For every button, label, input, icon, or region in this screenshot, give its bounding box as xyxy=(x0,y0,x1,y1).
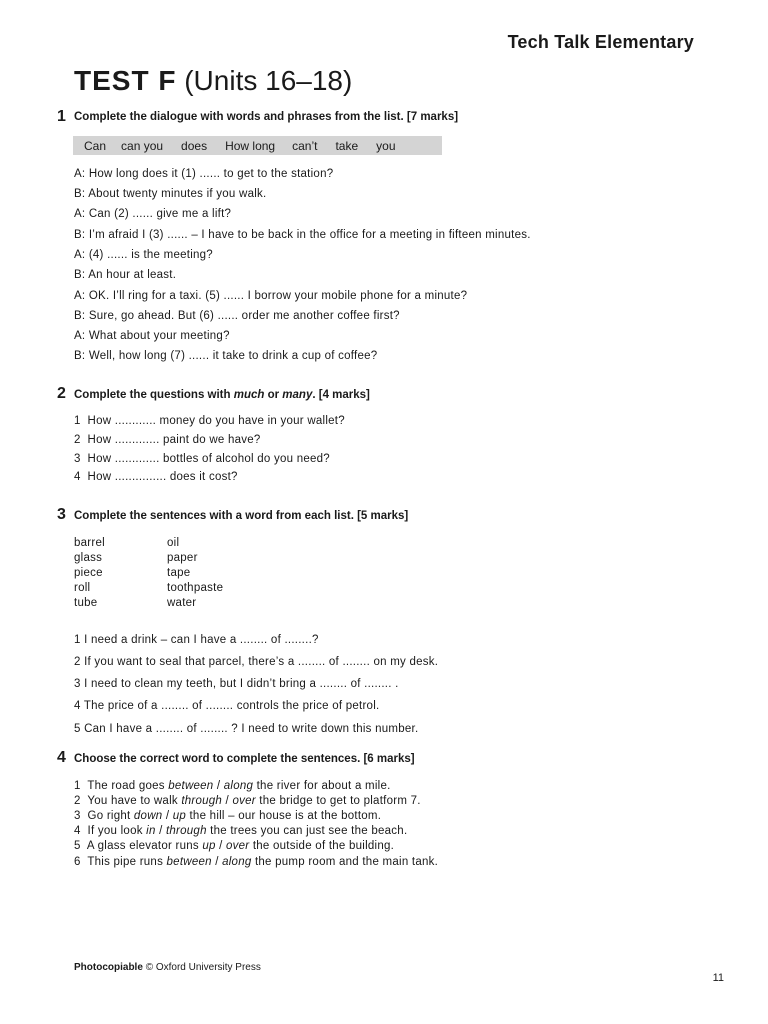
question-item xyxy=(74,471,238,483)
word-box-item: take xyxy=(335,138,359,153)
speaker: B: xyxy=(74,310,86,322)
item-number: 1 xyxy=(74,415,81,427)
dialogue-text: Well, how long (7) ...... it take to drink a cup of coffee? xyxy=(88,350,378,362)
dialogue-line xyxy=(74,330,230,342)
sentence-item: 1 I need a drink – can I have a ........ of ........? xyxy=(74,634,319,646)
speaker: B: xyxy=(74,229,86,241)
question-4-number: 4 xyxy=(57,749,66,766)
option-word: over xyxy=(226,840,250,852)
dialogue-text: Sure, go ahead. But (6) ...... order me another coffee first? xyxy=(88,310,400,322)
question-2-instruction xyxy=(74,389,370,401)
sentence-item: 4 The price of a ........ of ........ controls the price of petrol. xyxy=(74,700,380,712)
question-item xyxy=(74,453,330,465)
speaker: B: xyxy=(74,350,86,362)
list-item: tape xyxy=(167,567,191,579)
item-text: the hill – our house is at the bottom. xyxy=(186,810,382,822)
item-text: This pipe runs xyxy=(87,856,167,868)
much-word: much xyxy=(233,389,265,401)
dialogue-text: OK. I’ll ring for a taxi. (5) ...... I borrow your mobile phone for a minute? xyxy=(88,290,468,302)
dialogue-text: What about your meeting? xyxy=(88,330,230,342)
many-word: many xyxy=(282,389,313,401)
word-box-item: can’t xyxy=(292,138,318,153)
option-word: over xyxy=(232,795,256,807)
item-text: the pump room and the main tank. xyxy=(251,856,439,868)
dialogue-text: Can (2) ...... give me a lift? xyxy=(88,208,232,220)
option-word: in xyxy=(146,825,156,837)
separator: / xyxy=(211,856,223,868)
item-number: 6 xyxy=(74,856,81,868)
item-number: 4 xyxy=(74,471,81,483)
sentence-item: 3 I need to clean my teeth, but I didn’t bring a ........ of ........ . xyxy=(74,678,399,690)
word-box-item: How long xyxy=(225,138,276,153)
choice-item xyxy=(74,795,421,807)
choice-item xyxy=(74,780,391,792)
dialogue-line xyxy=(74,188,266,200)
publisher-credit: © Oxford University Press xyxy=(145,962,261,973)
list-item: barrel xyxy=(74,537,105,549)
choice-item xyxy=(74,840,394,852)
page-title xyxy=(74,64,352,98)
choice-item xyxy=(74,810,381,822)
word-box xyxy=(73,136,442,155)
word-list-a xyxy=(74,537,105,612)
sentence-item: 5 Can I have a ........ of ........ ? I need to write down this number. xyxy=(74,723,419,735)
item-text: the outside of the building. xyxy=(249,840,395,852)
dialogue-line xyxy=(74,208,231,220)
option-word: along xyxy=(222,856,252,868)
item-text: How ............. paint do we have? xyxy=(87,434,261,446)
item-number: 1 xyxy=(74,780,81,792)
item-number: 5 xyxy=(74,840,81,852)
list-item: paper xyxy=(167,552,198,564)
question-1-number: 1 xyxy=(57,108,66,125)
units-label: (Units 16–18) xyxy=(184,65,353,96)
item-number: 2 xyxy=(74,795,81,807)
word-box-item: you xyxy=(376,138,396,153)
instruction-text: Complete the questions with xyxy=(74,389,234,401)
item-number: 3 xyxy=(74,453,81,465)
separator: / xyxy=(213,780,224,792)
option-word: up xyxy=(172,810,187,822)
item-text: the river for about a mile. xyxy=(253,780,391,792)
item-text: How ............. bottles of alcohol do you need? xyxy=(87,453,330,465)
item-text: How ............ money do you have in your wallet? xyxy=(87,415,345,427)
speaker: A: xyxy=(74,208,86,220)
separator: / xyxy=(155,825,166,837)
question-4-instruction: Choose the correct word to complete the sentences. [6 marks] xyxy=(74,753,415,765)
list-item: oil xyxy=(167,537,180,549)
question-item xyxy=(74,415,345,427)
question-3-instruction: Complete the sentences with a word from each list. [5 marks] xyxy=(74,510,409,522)
speaker: B: xyxy=(74,188,86,200)
instruction-text: or xyxy=(264,389,283,401)
item-text: If you look xyxy=(87,825,147,837)
dialogue-text: An hour at least. xyxy=(88,269,177,281)
separator: / xyxy=(162,810,173,822)
speaker: A: xyxy=(74,249,86,261)
dialogue-line xyxy=(74,350,377,362)
option-word: between xyxy=(166,856,212,868)
option-word: along xyxy=(223,780,254,792)
item-text: You have to walk xyxy=(87,795,182,807)
dialogue-line xyxy=(74,168,333,180)
footer xyxy=(74,962,261,973)
question-2-number: 2 xyxy=(57,385,66,402)
sentence-item: 2 If you want to seal that parcel, there’s a ........ of ........ on my desk. xyxy=(74,656,439,668)
speaker: A: xyxy=(74,290,86,302)
word-list-b xyxy=(167,537,223,612)
word-box-item: Can xyxy=(84,138,107,153)
item-text: Go right xyxy=(87,810,134,822)
dialogue-line xyxy=(74,290,467,302)
book-title: Tech Talk Elementary xyxy=(507,32,694,52)
item-text: the bridge to get to platform 7. xyxy=(255,795,421,807)
instruction-text: . [4 marks] xyxy=(312,389,370,401)
dialogue-line xyxy=(74,229,531,241)
choice-item xyxy=(74,856,438,868)
speaker: B: xyxy=(74,269,86,281)
option-word: through xyxy=(165,825,207,837)
separator: / xyxy=(222,795,233,807)
item-number: 2 xyxy=(74,434,81,446)
speaker: A: xyxy=(74,330,86,342)
list-item: toothpaste xyxy=(167,582,224,594)
item-text: A glass elevator runs xyxy=(86,840,203,852)
list-item: roll xyxy=(74,582,91,594)
dialogue-text: (4) ...... is the meeting? xyxy=(88,249,213,261)
dialogue-line xyxy=(74,249,213,261)
option-word: down xyxy=(133,810,163,822)
question-1-instruction: Complete the dialogue with words and phrases from the list. [7 marks] xyxy=(74,111,459,123)
option-word: between xyxy=(168,780,214,792)
item-text: the trees you can just see the beach. xyxy=(206,825,408,837)
dialogue-line xyxy=(74,310,400,322)
list-item: piece xyxy=(74,567,103,579)
separator: / xyxy=(215,840,227,852)
choice-item xyxy=(74,825,407,837)
page-number: 11 xyxy=(712,972,724,984)
option-word: through xyxy=(181,795,223,807)
question-3-number: 3 xyxy=(57,506,66,523)
speaker: A: xyxy=(74,168,86,180)
option-word: up xyxy=(202,840,216,852)
dialogue-line xyxy=(74,269,176,281)
dialogue-text: How long does it (1) ...... to get to the station? xyxy=(88,168,334,180)
list-item: tube xyxy=(74,597,98,609)
dialogue-text: About twenty minutes if you walk. xyxy=(88,188,267,200)
test-label: TEST F xyxy=(74,65,177,96)
item-text: How ............... does it cost? xyxy=(87,471,238,483)
item-number: 4 xyxy=(74,825,81,837)
dialogue-text: I’m afraid I (3) ...... – I have to be back in the office for a meeting in fifteen minutes. xyxy=(88,229,531,241)
list-item: water xyxy=(167,597,197,609)
item-number: 3 xyxy=(74,810,81,822)
list-item: glass xyxy=(74,552,103,564)
item-text: The road goes xyxy=(87,780,169,792)
word-box-item: does xyxy=(181,138,208,153)
word-box-item: can you xyxy=(121,138,164,153)
question-item xyxy=(74,434,261,446)
photocopiable-label: Photocopiable xyxy=(74,962,143,973)
